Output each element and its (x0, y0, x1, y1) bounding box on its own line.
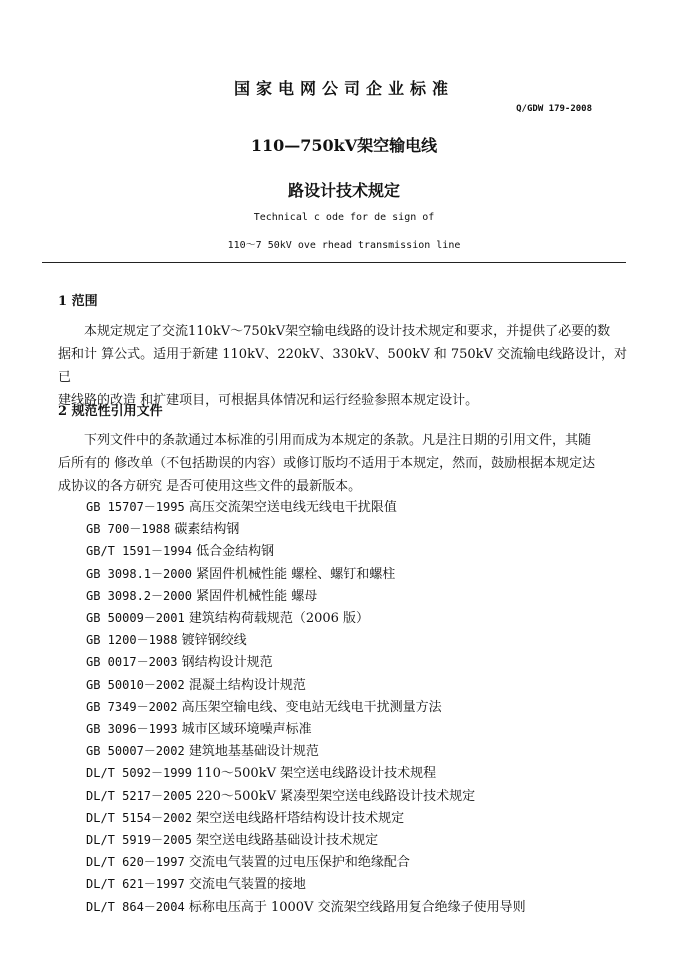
reference-code: DL/T 5154－2002 (86, 810, 192, 825)
reference-title: 高压架空输电线、变电站无线电干扰测量方法 (181, 699, 442, 715)
reference-title: 220～500kV 紧凑型架空送电线路设计技术规定 (196, 788, 476, 804)
reference-item (86, 674, 306, 693)
reference-title: 低合金结构钢 (196, 544, 275, 560)
reference-title: 交流电气装置的接地 (188, 877, 306, 893)
organization-title: 国家电网公司企业标准 (233, 79, 454, 98)
paragraph-line: 后所有的 修改单（不包括勘误的内容）或修订版均不适用于本规定，然而，鼓励根据本规定达 (58, 456, 596, 471)
reference-code: GB 3098.2－2000 (86, 588, 192, 603)
reference-item (86, 807, 404, 826)
reference-code: GB 7349－2002 (86, 699, 178, 714)
reference-item (86, 851, 410, 870)
reference-title: 紧固件机械性能 螺栓、螺钉和螺柱 (196, 566, 396, 582)
section-1-heading: 1 范围 (58, 294, 98, 309)
reference-title: 标称电压高于 1000V 交流架空线路用复合绝缘子使用导则 (188, 899, 526, 915)
reference-item (86, 518, 239, 537)
reference-item (86, 563, 395, 582)
reference-code: DL/T 621－1997 (86, 877, 185, 892)
reference-code: DL/T 864－2004 (86, 899, 185, 914)
section-2-heading: 2 规范性引用文件 (58, 404, 163, 419)
reference-item (86, 718, 312, 737)
reference-item (86, 873, 306, 892)
reference-item (86, 740, 319, 759)
reference-code: GB 700－1988 (86, 522, 171, 537)
reference-code: GB 50009－2001 (86, 611, 185, 625)
standard-code: Q/GDW 179-2008 (516, 104, 592, 114)
reference-code: GB 50010－2002 (86, 677, 185, 692)
reference-code: GB 1200－1988 (86, 633, 178, 648)
reference-item (86, 540, 274, 559)
reference-code: DL/T 620－1997 (86, 855, 185, 870)
reference-item (86, 896, 526, 915)
reference-item (86, 585, 317, 604)
reference-item (86, 651, 273, 670)
english-title-line-1: Technical c ode for de sign of (253, 212, 435, 223)
header-divider (42, 262, 626, 263)
paragraph-line: 成协议的各方研究 是否可使用这些文件的最新版本。 (58, 479, 362, 494)
reference-title: 建筑结构荷载规范（2006 版） (188, 611, 370, 626)
section-1-paragraph (58, 320, 638, 412)
reference-title: 城市区域环境噪声标准 (181, 722, 312, 737)
reference-code: DL/T 5092－1999 (86, 766, 192, 781)
reference-title: 高压交流架空送电线无线电干扰限值 (188, 500, 397, 515)
reference-title: 镀锌钢绞线 (181, 633, 247, 649)
reference-code: GB 15707－1995 (86, 500, 185, 514)
paragraph-line: 下列文件中的条款通过本标准的引用而成为本规定的条款。凡是注日期的引用文件，其随 (58, 433, 592, 448)
reference-item (86, 829, 378, 848)
section-2-paragraph (58, 429, 638, 498)
reference-title: 建筑地基基础设计规范 (188, 744, 319, 760)
reference-title: 架空送电线路杆塔结构设计技术规定 (196, 810, 405, 826)
reference-title: 钢结构设计规范 (181, 655, 273, 671)
reference-item (86, 785, 475, 804)
document-title-line-1: 110—750kV架空输电线 (250, 136, 438, 155)
reference-item (86, 696, 442, 715)
paragraph-line: 本规定规定了交流110kV～750kV架空输电线路的设计技术规定和要求，并提供了必要的数 (58, 324, 611, 339)
reference-title: 交流电气装置的过电压保护和绝缘配合 (188, 855, 410, 871)
reference-code: GB 50007－2002 (86, 744, 185, 759)
reference-item (86, 762, 436, 781)
document-title-line-2: 路设计技术规定 (287, 181, 400, 200)
reference-code: DL/T 5919－2005 (86, 833, 192, 847)
reference-code: DL/T 5217－2005 (86, 788, 192, 803)
reference-code: GB 3098.1－2000 (86, 566, 192, 581)
paragraph-line: 据和计 算公式。适用于新建 110kV、220kV、330kV、500kV 和 750kV 交流输电线路设计，对已 (58, 347, 628, 385)
reference-title: 混凝土结构设计规范 (188, 677, 306, 693)
reference-title: 110～500kV 架空送电线路设计技术规程 (196, 766, 437, 782)
paragraph-line: 建线路的改造 和扩建项目，可根据具体情况和运行经验参照本规定设计。 (58, 393, 479, 408)
reference-code: GB/T 1591－1994 (86, 544, 192, 559)
reference-item (86, 496, 397, 515)
reference-title: 紧固件机械性能 螺母 (196, 588, 318, 604)
reference-item (86, 607, 369, 626)
reference-code: GB 0017－2003 (86, 655, 178, 670)
english-title-line-2: 110～7 50kV ove rhead transmission line (227, 240, 461, 251)
reference-item (86, 629, 247, 648)
reference-title: 碳素结构钢 (174, 522, 240, 538)
reference-code: GB 3096－1993 (86, 722, 178, 736)
reference-title: 架空送电线路基础设计技术规定 (196, 833, 379, 848)
